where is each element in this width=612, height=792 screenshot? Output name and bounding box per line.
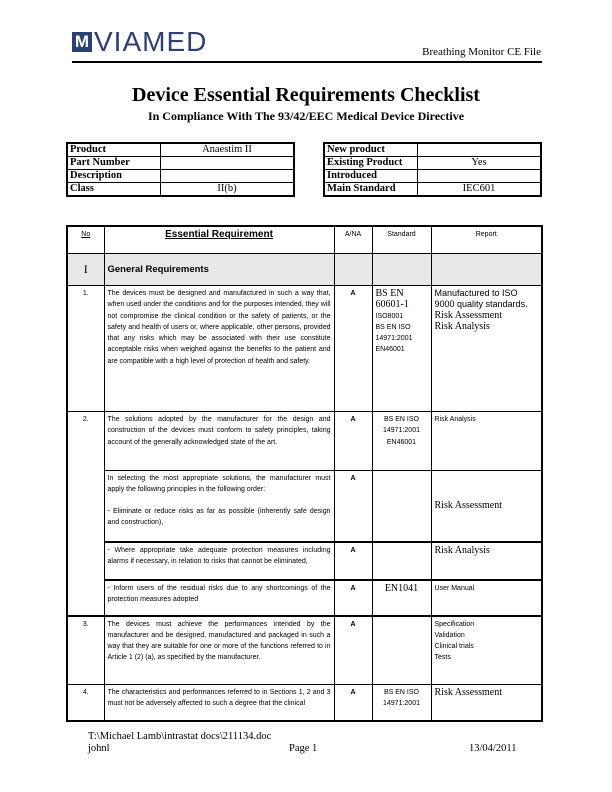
applicability: A [334,542,372,580]
table-row [67,616,542,685]
header-ana: A/NA [334,226,372,254]
header-standard: Standard [372,226,431,254]
footer-date: 13/04/2011 [469,743,517,754]
applicability: A [334,580,372,616]
table-row [67,580,542,616]
header-report: Report [431,226,542,254]
info-label: Introduced [324,170,418,183]
section-number: I [67,254,104,286]
report-item: Specification [434,620,475,628]
section-title: General Requirements [104,254,334,286]
applicability: A [334,471,372,542]
info-label: Description [67,170,161,183]
standard: EN46001 [386,438,417,446]
table-row [67,412,542,471]
report-item: User Manual [434,584,475,592]
report-item: Risk Assessment [434,687,503,698]
empty-cell [334,254,372,286]
report-item: Clinical trials [434,643,474,651]
info-value: IEC601 [418,183,542,197]
standard: EN46001 [375,346,405,354]
info-value: Yes [418,157,542,170]
info-value [418,170,542,183]
report [431,471,542,542]
row-number: 3. [67,616,104,685]
requirement-text: The solutions adopted by the manufacturer for the design and construction of the devices must conform to safety principles, taking account of the generally acknowledged state of the art. [104,412,334,471]
report-item: Tests [434,654,451,662]
report-item: Manufactured to ISO 9000 quality standards. [434,288,528,309]
report-item: Risk Assessment [434,500,503,512]
info-value: Anaestim II [161,143,295,157]
header-requirement: Essential Requirement [104,226,334,254]
requirement-text: - Inform users of the residual risks due to any shortcomings of the protection measures adopted [104,580,334,616]
table-row [67,685,542,721]
viamed-logo [72,26,208,57]
page-subtitle: In Compliance With The 93/42/EEC Medical Device Directive [147,109,465,123]
info-label: Existing Product [324,157,418,170]
logo-mark: M [72,32,92,52]
applicability: A [334,685,372,721]
report-item: Risk Analysis [434,416,476,423]
report [431,685,542,721]
standard: BS EN ISO 14971:2001 [375,323,413,343]
requirement-text: - Where appropriate take adequate protection measures including alarms if necessary, in relation to risks that cannot be eliminated, [104,542,334,580]
report [431,580,542,616]
info-label: Product [67,143,161,157]
report [431,542,542,580]
info-label: New product [324,143,418,157]
empty-cell [372,254,431,286]
document-label: Breathing Monitor CE File [422,46,541,58]
requirement-text: The devices must be designed and manufactured in such a way that, when used under the conditions and for the purposes intended, they will not compromise the clinical condition or the safety of patients, or the safety and health of users or, where applicable, other persons, provided that any risks which may be associated with their use constitute acceptable risks when weighed against the benefits to the patient and are compatible with a high level of protection of health and safety. [104,286,334,412]
requirement-text [104,471,334,542]
standards [372,616,431,685]
standard: BS EN ISO 14971:2001 [383,416,420,435]
table-row [67,471,542,542]
info-value [161,157,295,170]
standards [372,286,431,412]
header-no: No [67,226,104,254]
footer-page: Page 1 [289,743,318,754]
header-rule [72,61,542,63]
row-number: 1. [67,286,104,412]
footer-user: johnl [88,743,110,754]
requirement-principle: - Eliminate or reduce risks as far as possible (inherently safe design and construction), [107,507,331,526]
standard: BS EN 60601-1 [375,288,409,311]
report-item: Risk Assessment [434,310,503,321]
applicability: A [334,286,372,412]
page-title: Device Essential Requirements Checklist [132,84,480,106]
standards [372,471,431,542]
status-info-table [323,142,542,197]
report [431,412,542,471]
footer-file-path: T:\Michael Lamb\intrastat docs\211134.doc [88,731,272,742]
applicability: A [334,616,372,685]
requirement-intro: In selecting the most appropriate solutions, the manufacturer must apply the following principles in the following order: [107,475,331,494]
row-number: 2. [67,412,104,616]
standards [372,685,431,721]
table-row [67,542,542,580]
requirements-table [66,225,543,722]
standards [372,542,431,580]
requirement-text: The devices must achieve the performances intended by the manufacturer and be designed, manufactured and packaged in such a way that they are suitable for one or more of the functions referred to in Article 1 (2) (a), as specified by the manufacturer. [104,616,334,685]
applicability: A [334,412,372,471]
report-item: Risk Analysis [434,321,490,333]
report [431,286,542,412]
standard: BS EN ISO 14971:2001 [383,689,420,708]
info-value [161,170,295,183]
requirement-text-content: The characteristics and performances referred to in Sections 1, 2 and 3 must not be adversely affected to such a degree that the clinical [107,689,331,708]
standard: EN1041 [384,582,419,594]
standards [372,580,431,616]
info-value [418,143,542,157]
info-label: Class [67,183,161,197]
report [431,616,542,685]
standards [372,412,431,471]
info-label: Main Standard [324,183,418,197]
report-item: Validation [434,631,465,639]
info-value: II(b) [161,183,295,197]
empty-cell [431,254,542,286]
info-label: Part Number [67,157,161,170]
table-row [67,286,542,412]
row-number: 4. [67,685,104,721]
logo-text: VIAMED [94,26,208,57]
product-info-table [66,142,295,197]
standard: ISO8001 [375,312,404,320]
report-item: Risk Analysis [434,544,490,556]
requirement-text [104,685,334,721]
